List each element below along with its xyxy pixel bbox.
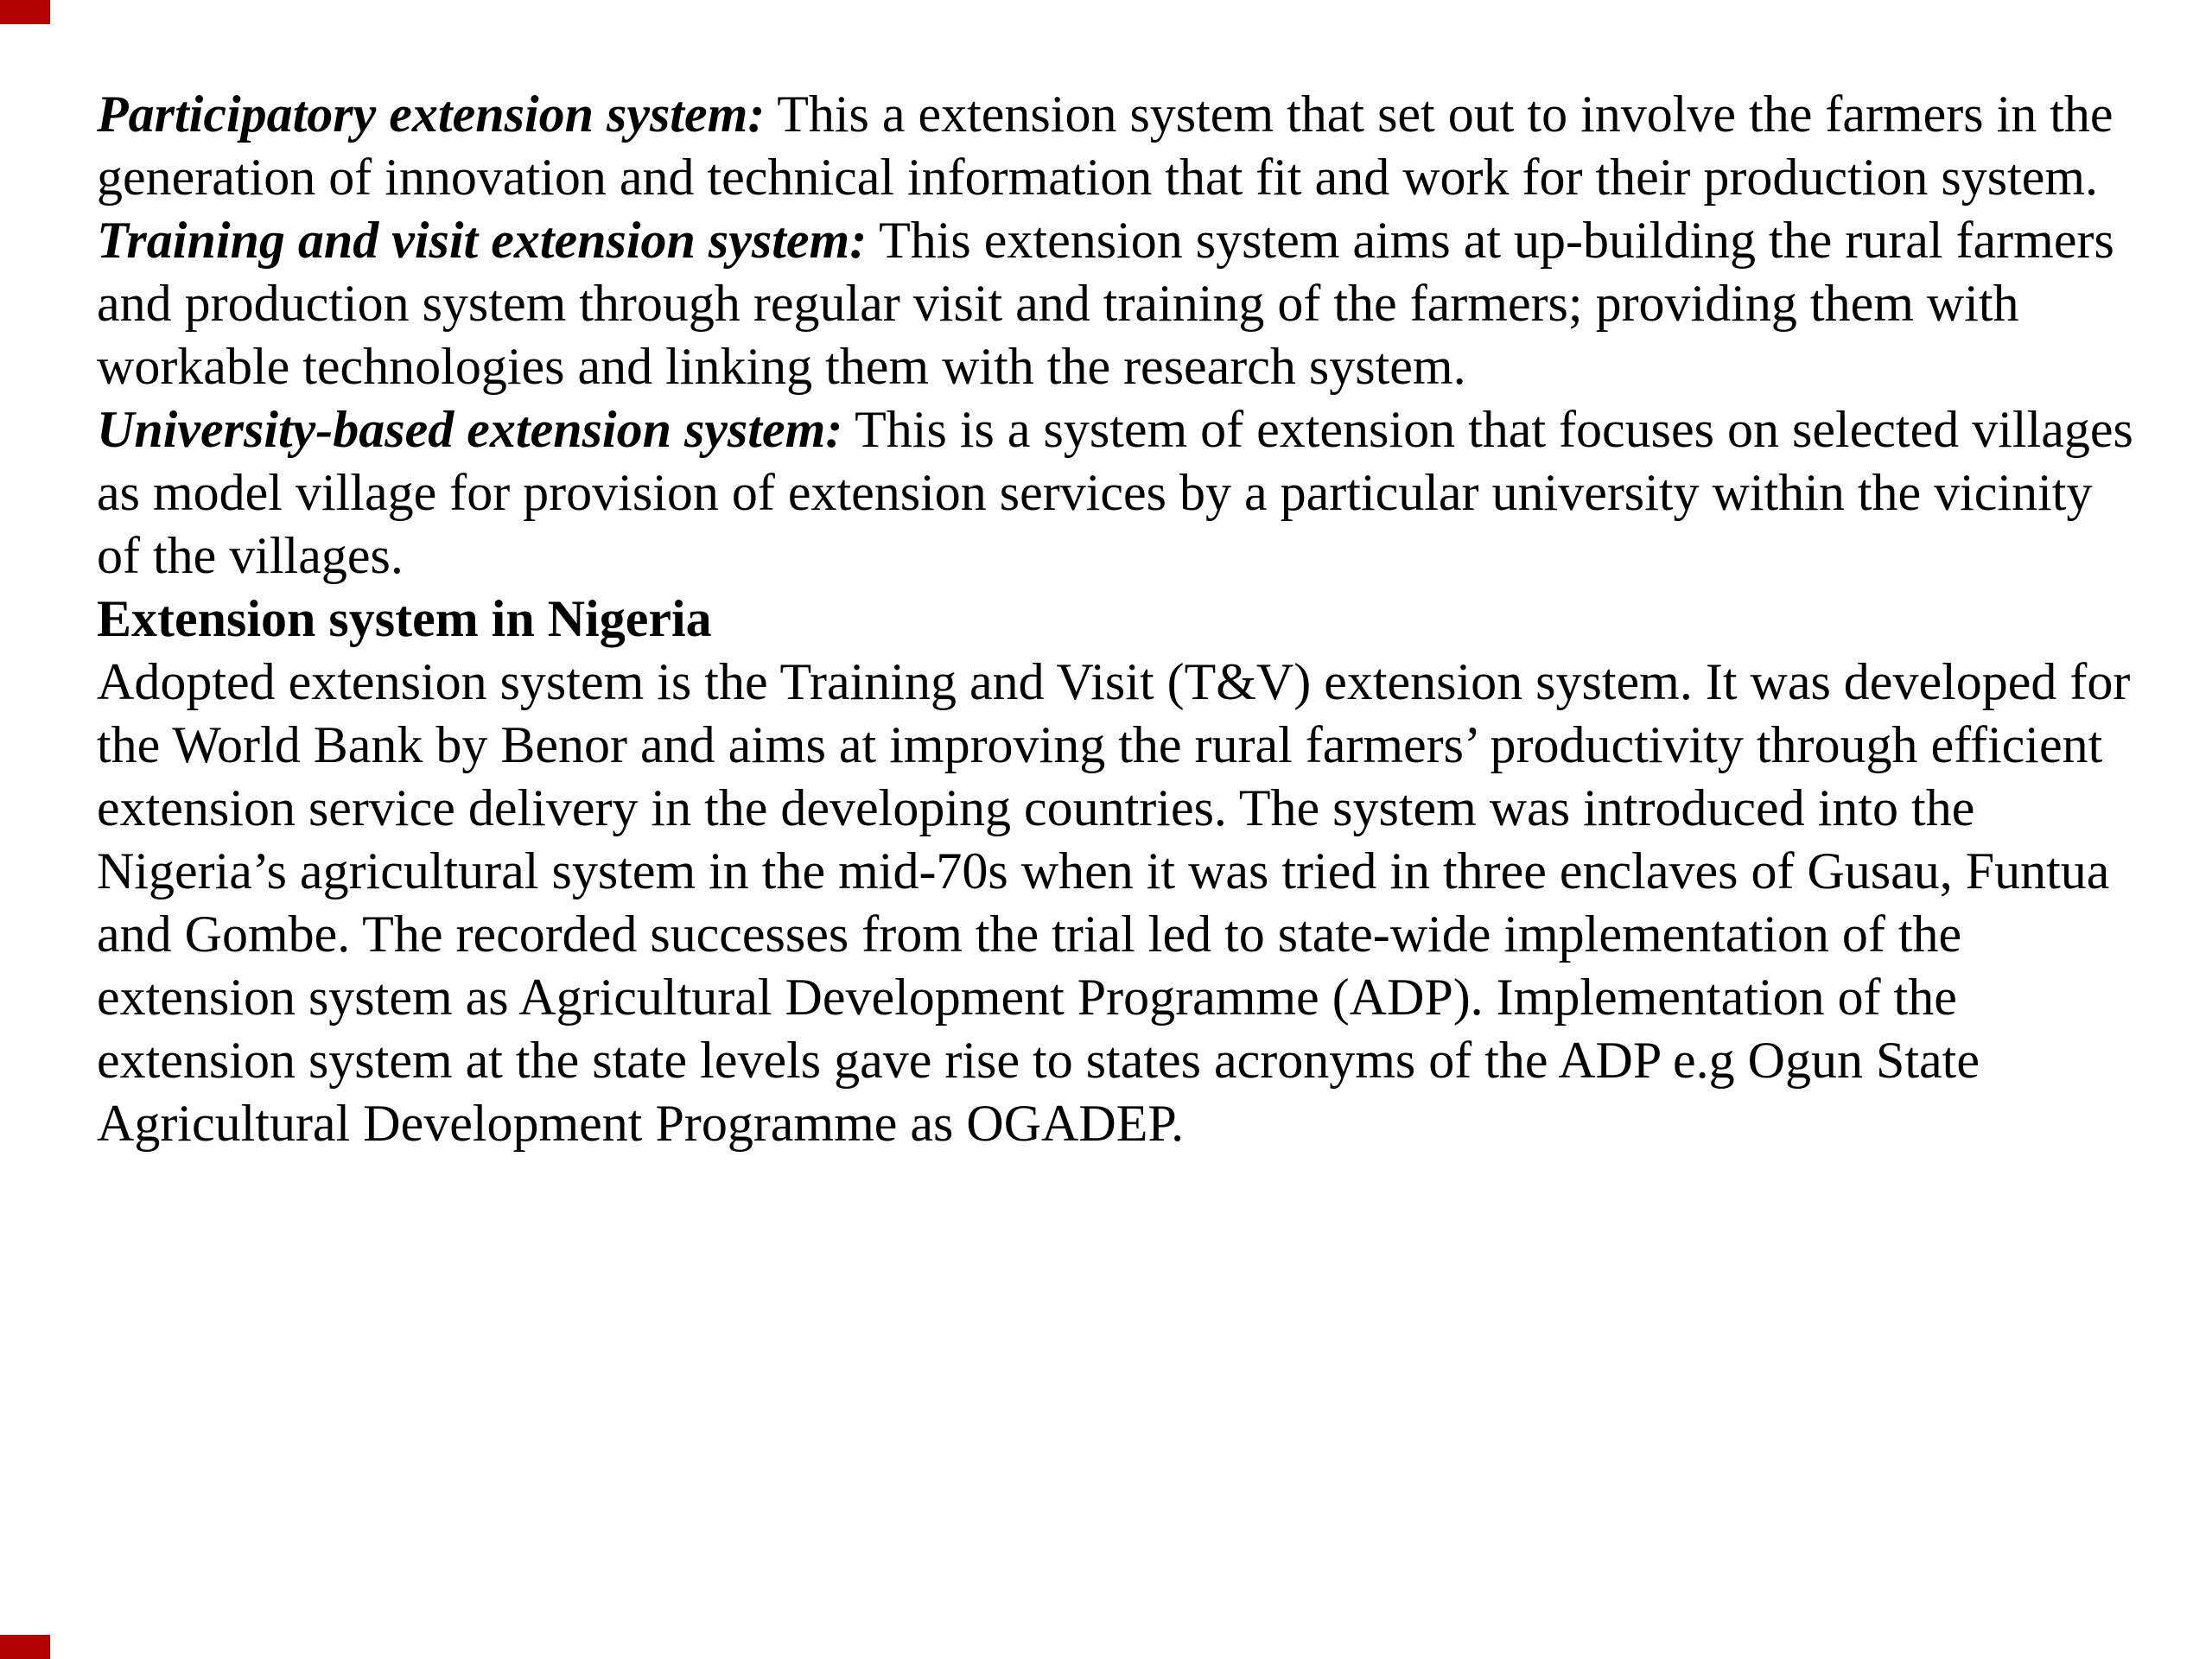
participatory-body-text: This a extension system that set out to involve the farmers in the generation of innovation and technical information that fit and work for their production system.: [97, 86, 2113, 206]
slide-accent-bar-top: [0, 0, 50, 24]
paragraph-university-based: [97, 398, 2136, 588]
paragraph-training-visit: [97, 209, 2136, 398]
nigeria-section-heading: Extension system in Nigeria: [97, 590, 712, 647]
paragraph-participatory: [97, 83, 2136, 209]
slide-text-block: [97, 83, 2136, 1155]
university-based-lead-label: University-based extension system:: [97, 401, 843, 458]
participatory-lead-label: Participatory extension system:: [97, 86, 766, 143]
training-visit-body-text: This extension system aims at up-building the rural farmers and production system through regular visit and training of the farmers; providing them with workable technologies and linking them with the research system.: [97, 212, 2114, 395]
slide-accent-bar-bottom: [0, 1635, 50, 1659]
paragraph-nigeria-body: Adopted extension system is the Training and Visit (T&V) extension system. It was developed for the World Bank by Benor and aims at improving the rural farmers’ productivity through efficient extension service delivery in the developing countries. The system was introduced into the Nigeria’s agricultural system in the mid-70s when it was tried in three enclaves of Gusau, Funtua and Gombe. The recorded successes from the trial led to state-wide implementation of the extension system as Agricultural Development Programme (ADP). Implementation of the extension system at the state levels gave rise to states acronyms of the ADP e.g Ogun State Agricultural Development Programme as OGADEP.: [97, 653, 2131, 1152]
training-visit-lead-label: Training and visit extension system:: [97, 212, 868, 269]
university-based-body-text: This is a system of extension that focuses on selected villages as model village for provision of extension services by a particular university within the vicinity of the villages.: [97, 401, 2133, 584]
